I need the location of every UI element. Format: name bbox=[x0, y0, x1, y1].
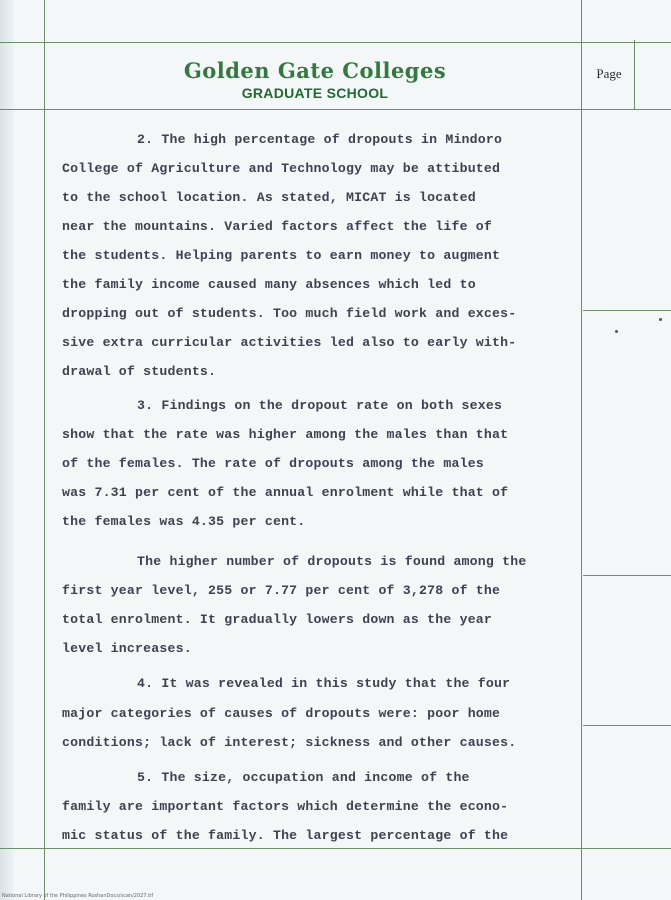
graduate-school-label: GRADUATE SCHOOL bbox=[241, 85, 389, 101]
text-line: 3. Findings on the dropout rate on both sexes bbox=[137, 398, 503, 413]
page-box-line bbox=[634, 40, 635, 110]
text-line: dropping out of students. Too much field work and exces- bbox=[62, 306, 517, 321]
text-line: drawal of students. bbox=[62, 364, 217, 379]
text-line: total enrolment. It gradually lowers down as the year bbox=[62, 612, 493, 627]
footer-rule bbox=[0, 848, 671, 849]
text-line: conditions; lack of interest; sickness and other causes. bbox=[62, 735, 517, 750]
right-margin-line bbox=[581, 0, 582, 900]
text-line: first year level, 255 or 7.77 per cent of 3,278 of the bbox=[62, 583, 501, 598]
text-line: 4. It was revealed in this study that the four bbox=[137, 676, 511, 691]
side-rule-3 bbox=[583, 725, 671, 726]
college-name: Golden Gate Colleges bbox=[183, 58, 447, 83]
scan-speck bbox=[659, 318, 662, 321]
text-line: the students. Helping parents to earn money to augment bbox=[62, 248, 501, 263]
text-line: family are important factors which determine the econo- bbox=[62, 799, 509, 814]
text-line: was 7.31 per cent of the annual enrolment while that of bbox=[62, 485, 509, 500]
text-line: 2. The high percentage of dropouts in Mindoro bbox=[137, 132, 503, 147]
text-line: near the mountains. Varied factors affect the life of bbox=[62, 219, 493, 234]
text-line: 5. The size, occupation and income of the bbox=[137, 770, 470, 785]
page-edge-shadow bbox=[0, 0, 14, 900]
side-rule-2 bbox=[583, 575, 671, 576]
text-line: The higher number of dropouts is found among the bbox=[137, 554, 527, 569]
text-line: to the school location. As stated, MICAT is located bbox=[62, 190, 476, 205]
text-line: mic status of the family. The largest percentage of the bbox=[62, 828, 509, 843]
text-line: major categories of causes of dropouts were: poor home bbox=[62, 706, 501, 721]
left-margin-line bbox=[44, 0, 45, 900]
text-line: College of Agriculture and Technology may be attibuted bbox=[62, 161, 501, 176]
text-line: the family income caused many absences which led to bbox=[62, 277, 476, 292]
scan-footer: National Library of the Philippines RoshanDocs/scan/2027.tif bbox=[2, 893, 154, 899]
text-line: level increases. bbox=[62, 641, 192, 656]
text-line: sive extra curricular activities led also to early with- bbox=[62, 335, 517, 350]
text-line: the females was 4.35 per cent. bbox=[62, 514, 306, 529]
scan-speck bbox=[615, 330, 618, 333]
header-top-line bbox=[0, 42, 671, 43]
text-line: show that the rate was higher among the males than that bbox=[62, 427, 509, 442]
page-label: Page bbox=[596, 66, 622, 81]
text-line: of the females. The rate of dropouts among the males bbox=[62, 456, 484, 471]
header-bottom-line bbox=[0, 109, 671, 110]
side-rule-1 bbox=[583, 310, 671, 311]
